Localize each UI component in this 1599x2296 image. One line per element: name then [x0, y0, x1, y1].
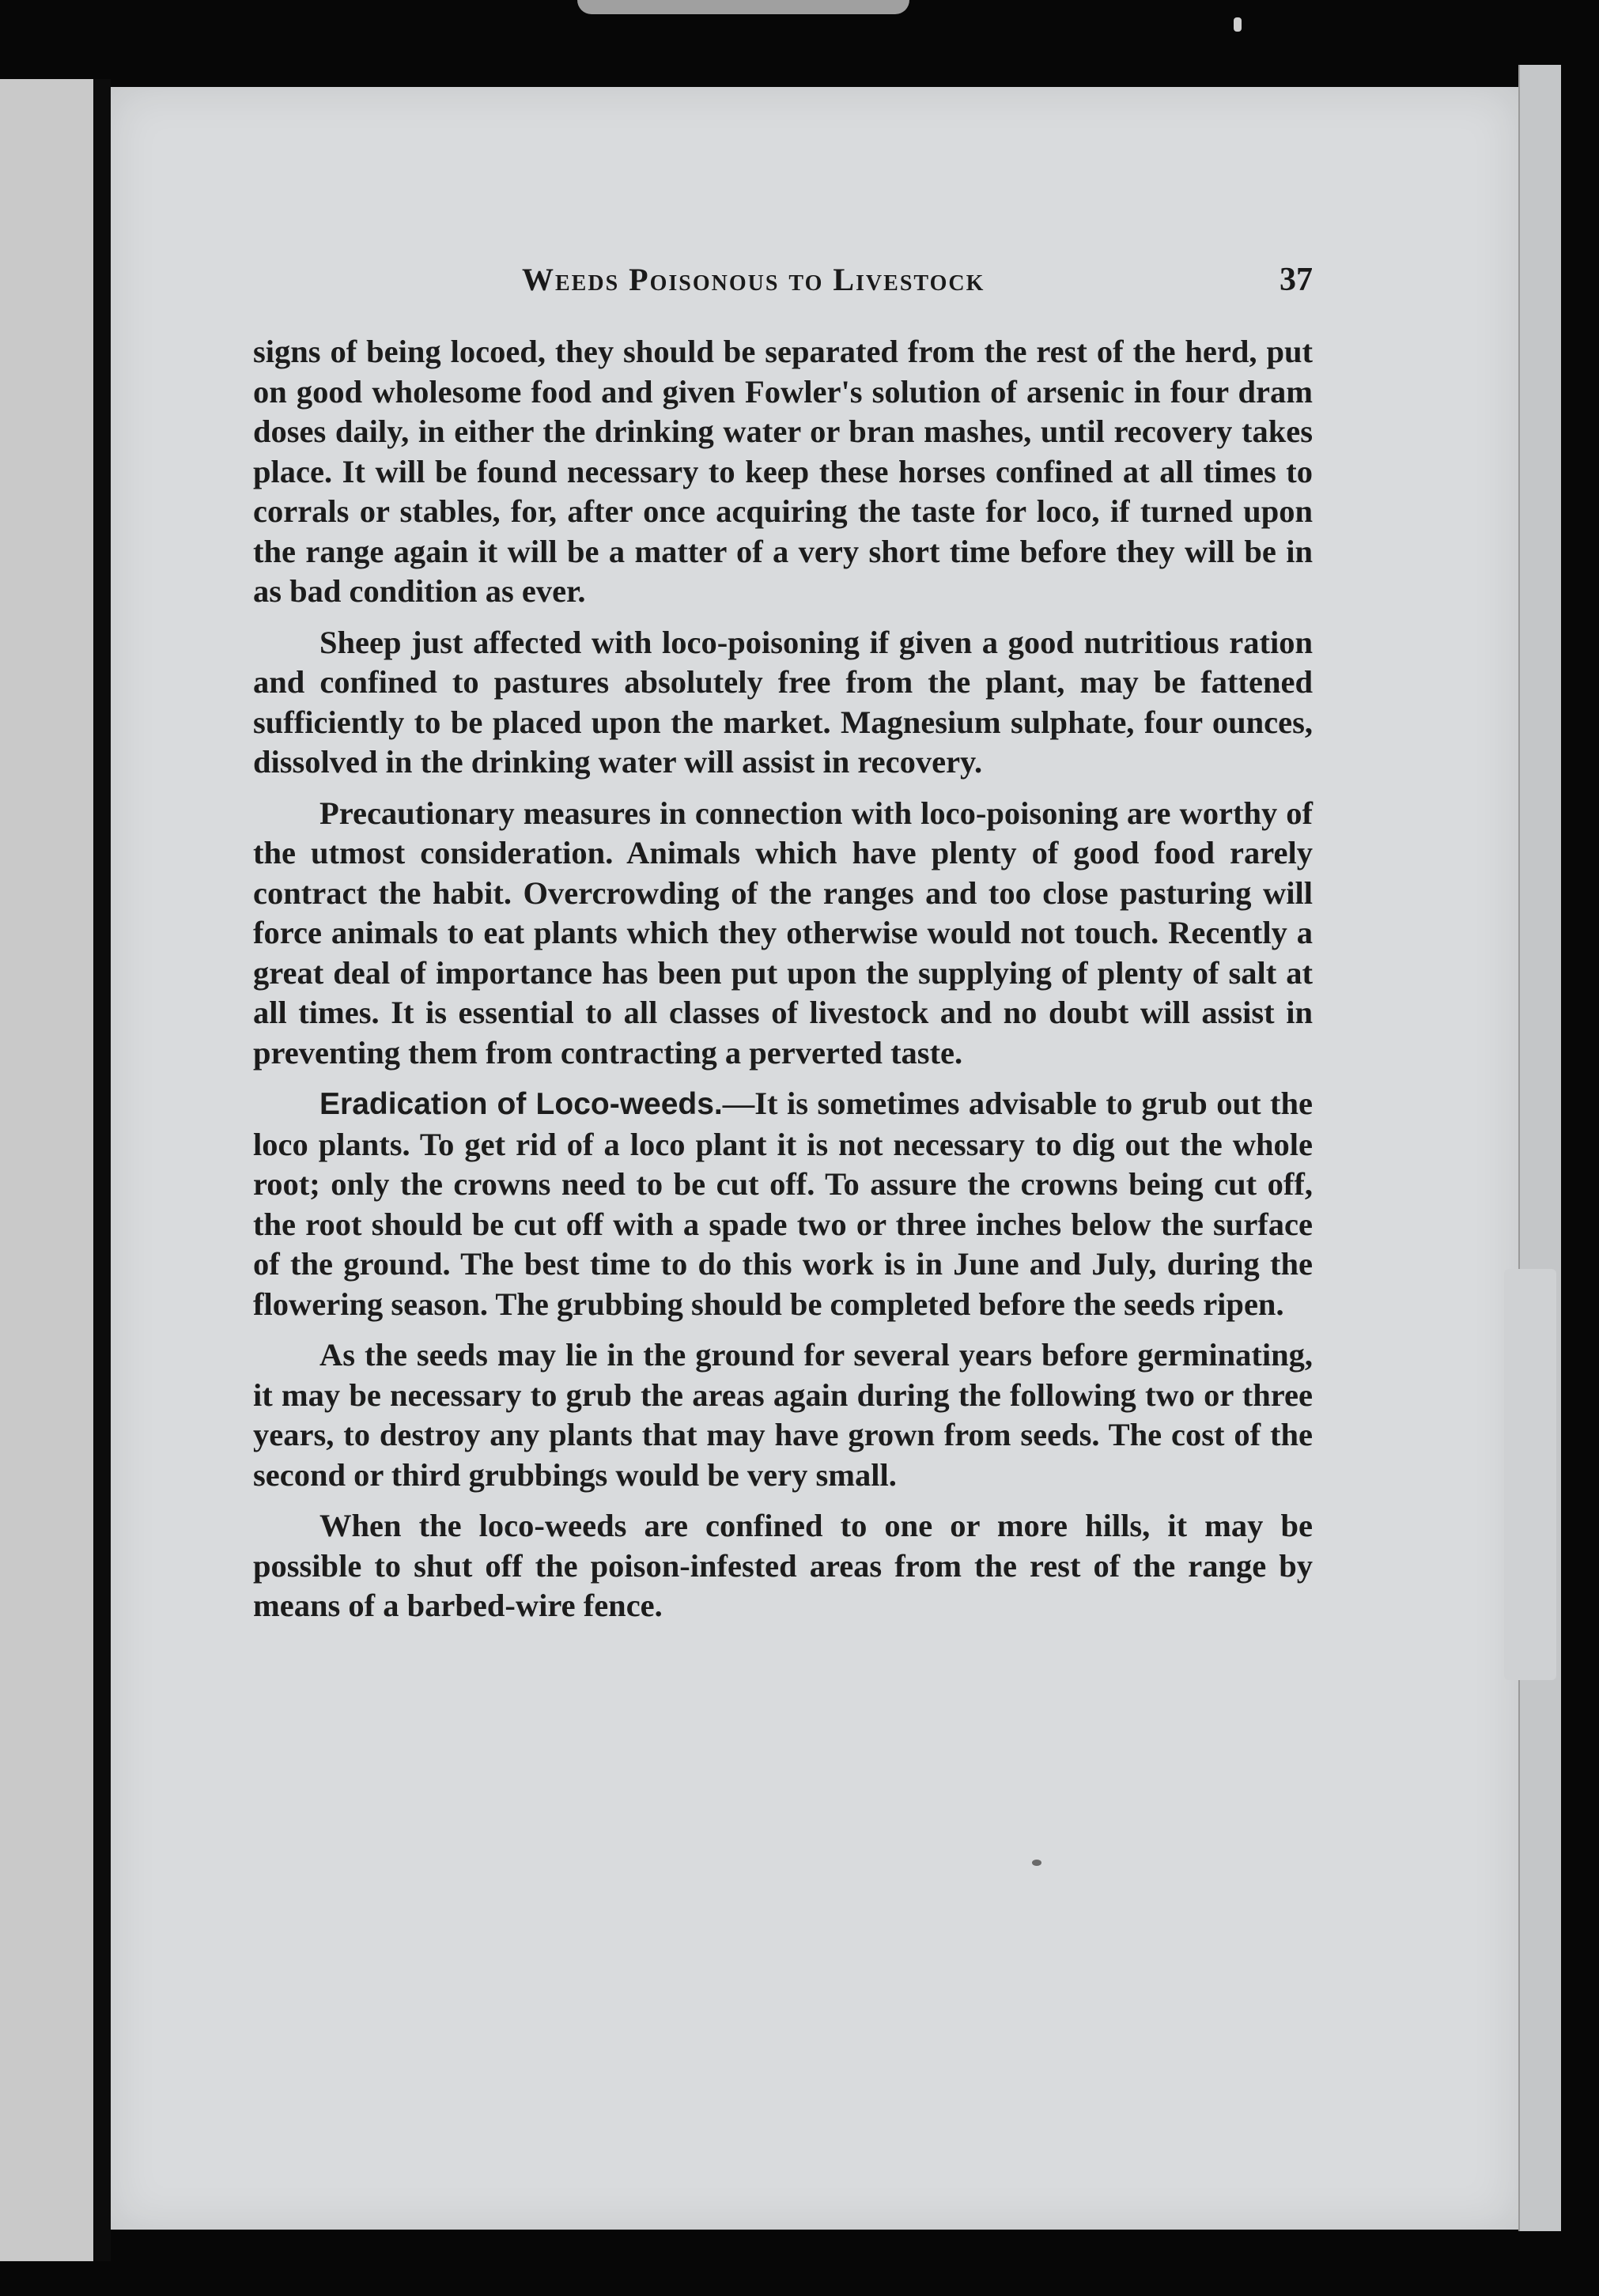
- body-text: [253, 332, 1313, 1637]
- paragraph-precautionary: [253, 794, 1313, 1074]
- page-right-edge: [1518, 65, 1561, 2231]
- paragraph-text: signs of being locoed, they should be separated from the rest of the herd, put on good wholesome food and given Fowler's solution of arsenic in four dram doses daily, in either the drinking water or bran mashes, until recovery takes place. It will be found necessary to keep these horses confined at all times to corrals or stables, for, after once acquiring the taste for loco, if turned upon the range again it will be a matter of a very short time before they will be in as bad condition as ever.: [253, 334, 1313, 609]
- adjacent-page-edge: [0, 79, 93, 2261]
- running-title: Weeds Poisonous to Livestock: [522, 262, 985, 297]
- paragraph-text: —It is sometimes advisable to grub out the loco plants. To get rid of a loco plant it is not necessary to dig out the whole root; only the crowns need to be cut off. To assure the crowns being cut off, the root should be cut off with a spade two or three inches below the surface of the ground. The best time to do this work is in June and July, during the flowering season. The grubbing should be completed before the seeds ripen.: [253, 1086, 1314, 1322]
- paragraph-eradication: [253, 1084, 1313, 1324]
- paragraph-continued: [253, 332, 1313, 612]
- paragraph-seeds: [253, 1335, 1313, 1495]
- page-curl: [1504, 1269, 1556, 1680]
- paragraph-sheep: [253, 623, 1313, 783]
- paragraph-fence: [253, 1506, 1313, 1626]
- paragraph-text: As the seeds may lie in the ground for several years before germinating, it may be necessary to grub the areas again during the following two or three years, to destroy any plants that may have grown from seeds. The cost of the second or third grubbings would be very small.: [253, 1337, 1313, 1493]
- scan-artifact-top: [577, 0, 909, 14]
- paragraph-text: Precautionary measures in connection with loco-poisoning are worthy of the utmost consideration. Animals which have plenty of good food rarely contract the habit. Overcrowding of the ranges and too close pasturing will force animals to eat plants which they otherwise would not touch. Recently a great deal of importance has been put upon the supplying of plenty of salt at all times. It is essential to all classes of livestock and no doubt will assist in preventing them from contracting a perverted taste.: [253, 795, 1313, 1071]
- paragraph-text: When the loco-weeds are confined to one or more hills, it may be possible to shut off the poison-infested areas from the rest of the range by means of a barbed-wire fence.: [253, 1508, 1313, 1623]
- ink-speck: [1032, 1860, 1041, 1866]
- paragraph-text: Sheep just affected with loco-poisoning if given a good nutritious ration and confined to pastures absolutely free from the plant, may be fattened sufficiently to be placed upon the market. Magnesium sulphate, four ounces, dissolved in the drinking water will assist in recovery.: [253, 624, 1313, 780]
- scan-artifact-dot: [1234, 17, 1242, 32]
- running-head: [253, 261, 1313, 305]
- page-number: 37: [1280, 262, 1313, 298]
- section-heading: Eradication of Loco-weeds.: [319, 1087, 723, 1121]
- book-gutter: [93, 79, 111, 2261]
